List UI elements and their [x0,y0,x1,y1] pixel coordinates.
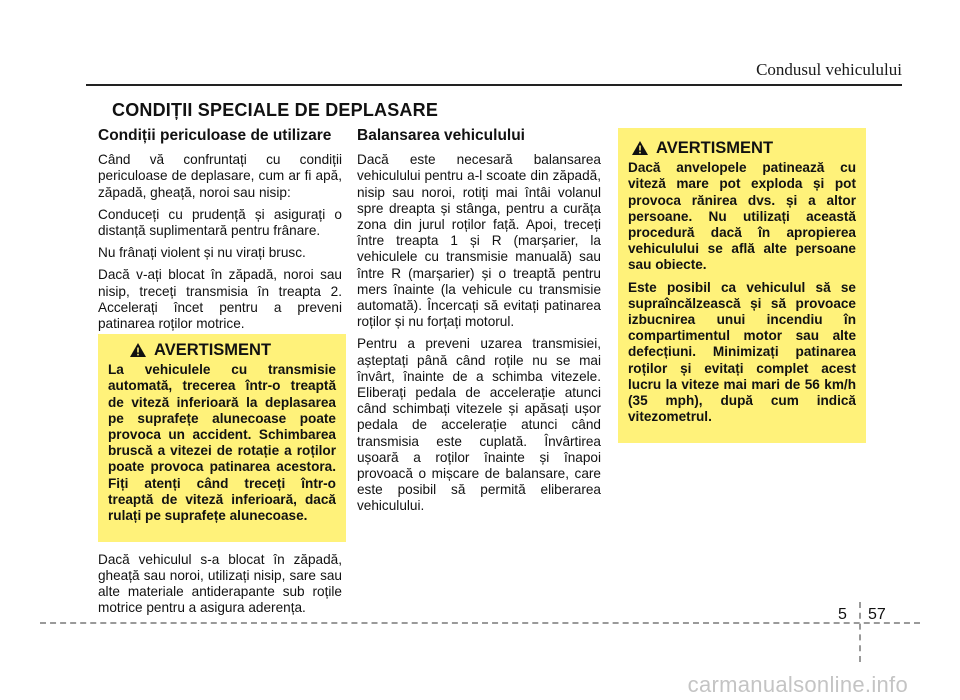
page-number-divider [859,602,861,662]
warning-box-left [98,334,346,542]
warning-text: La vehiculele cu transmisie automată, trecerea într-o treaptă de viteză inferioară la deplasarea pe suprafețe alunecoase poate provoca un accident. Schimbarea bruscă a vitezei de rotație a roților poate provoca patinarea acestora. Fiți atenți când treceți într-o treaptă de viteză inferioară, dacă rulați pe suprafețe alunecoase. [108,362,336,524]
left-paragraph: Dacă v-ați blocat în zăpadă, noroi sau nisip, treceți transmisia în treapta 2. Accelerați încet pentru a preveni patinarea roților motrice. [98,267,342,332]
left-heading: Condiții periculoase de utilizare [98,127,332,144]
left-paragraph: Nu frânați violent și nu virați brusc. [98,245,306,261]
section-title: CONDIȚII SPECIALE DE DEPLASARE [112,100,439,120]
warning-text: Este posibil ca vehiculul să se supraîncălzească și să provoace izbucnirea unui incendiu în compartimentul motor sau alte defecțiuni. Minimizați patinarea roților și evitați complet acest lucru la viteze mai mari de 56 km/h (35 mph), după cum indică vitezometrul. [628,279,856,425]
warning-triangle-icon [632,141,648,155]
warning-triangle-icon [130,343,146,357]
chapter-number: 5 [838,606,847,623]
middle-column [357,128,601,521]
page-number: 57 [868,606,886,623]
warning-box-right [618,128,866,443]
middle-paragraph: Pentru a preveni uzarea transmisiei, așteptați până când roțile nu se mai învârt, înainte de a schimba vitezele. Eliberați pedala de accelerație atunci când schimbați vitezele și apăsați ușor pedala de accelerație atunci când transmisia este cuplată. Învârtirea ușoară a roților înainte și înapoi provoacă o mișcare de balansare, care este posibil să permită eliberarea vehiculului. [357,336,601,514]
watermark: carmanualsonline.info [687,672,908,697]
left-paragraph: Conduceți cu prudență și asigurați o distanță suplimentară pentru frânare. [98,206,342,239]
warning-header [108,342,336,358]
warning-header [628,140,856,156]
middle-heading: Balansarea vehiculului [357,127,525,144]
footer-divider [40,622,920,624]
left-paragraph: Când vă confruntați cu condiții periculoase de deplasare, cum ar fi apă, zăpadă, gheață, noroi sau nisip: [98,152,342,200]
warning-title: AVERTISMENT [154,341,272,359]
warning-title: AVERTISMENT [656,139,774,157]
left-note: Dacă vehiculul s-a blocat în zăpadă, gheață sau noroi, utilizați nisip, sare sau alte materiale antiderapante sub roțile motrice pentru a asigura aderența. [98,552,342,615]
warning-text: Dacă anvelopele patinează cu viteză mare pot exploda și pot provoca rănirea dvs. și a altor persoane. Nu utilizați această procedură dacă în apropierea vehiculului se află alte persoane sau obiecte. [628,160,856,273]
header-rule [86,84,902,86]
middle-paragraph: Dacă este necesară balansarea vehiculului pentru a-l scoate din zăpadă, nisip sau noroi, rotiți mai întâi volanul spre dreapta și stânga, pentru a curăța zona din jurul roților față. Apoi, treceți între treapta 1 și R (marșarier, la vehiculele cu transmisie manuală) sau între R (marșarier) și o treaptă pentru mers înainte (la vehicule cu transmisie automată). Încercați să evitați patinarea roților și nu forțați motorul. [357,152,601,330]
chapter-header-title: Condusul vehiculului [756,60,902,79]
left-column [98,128,342,338]
